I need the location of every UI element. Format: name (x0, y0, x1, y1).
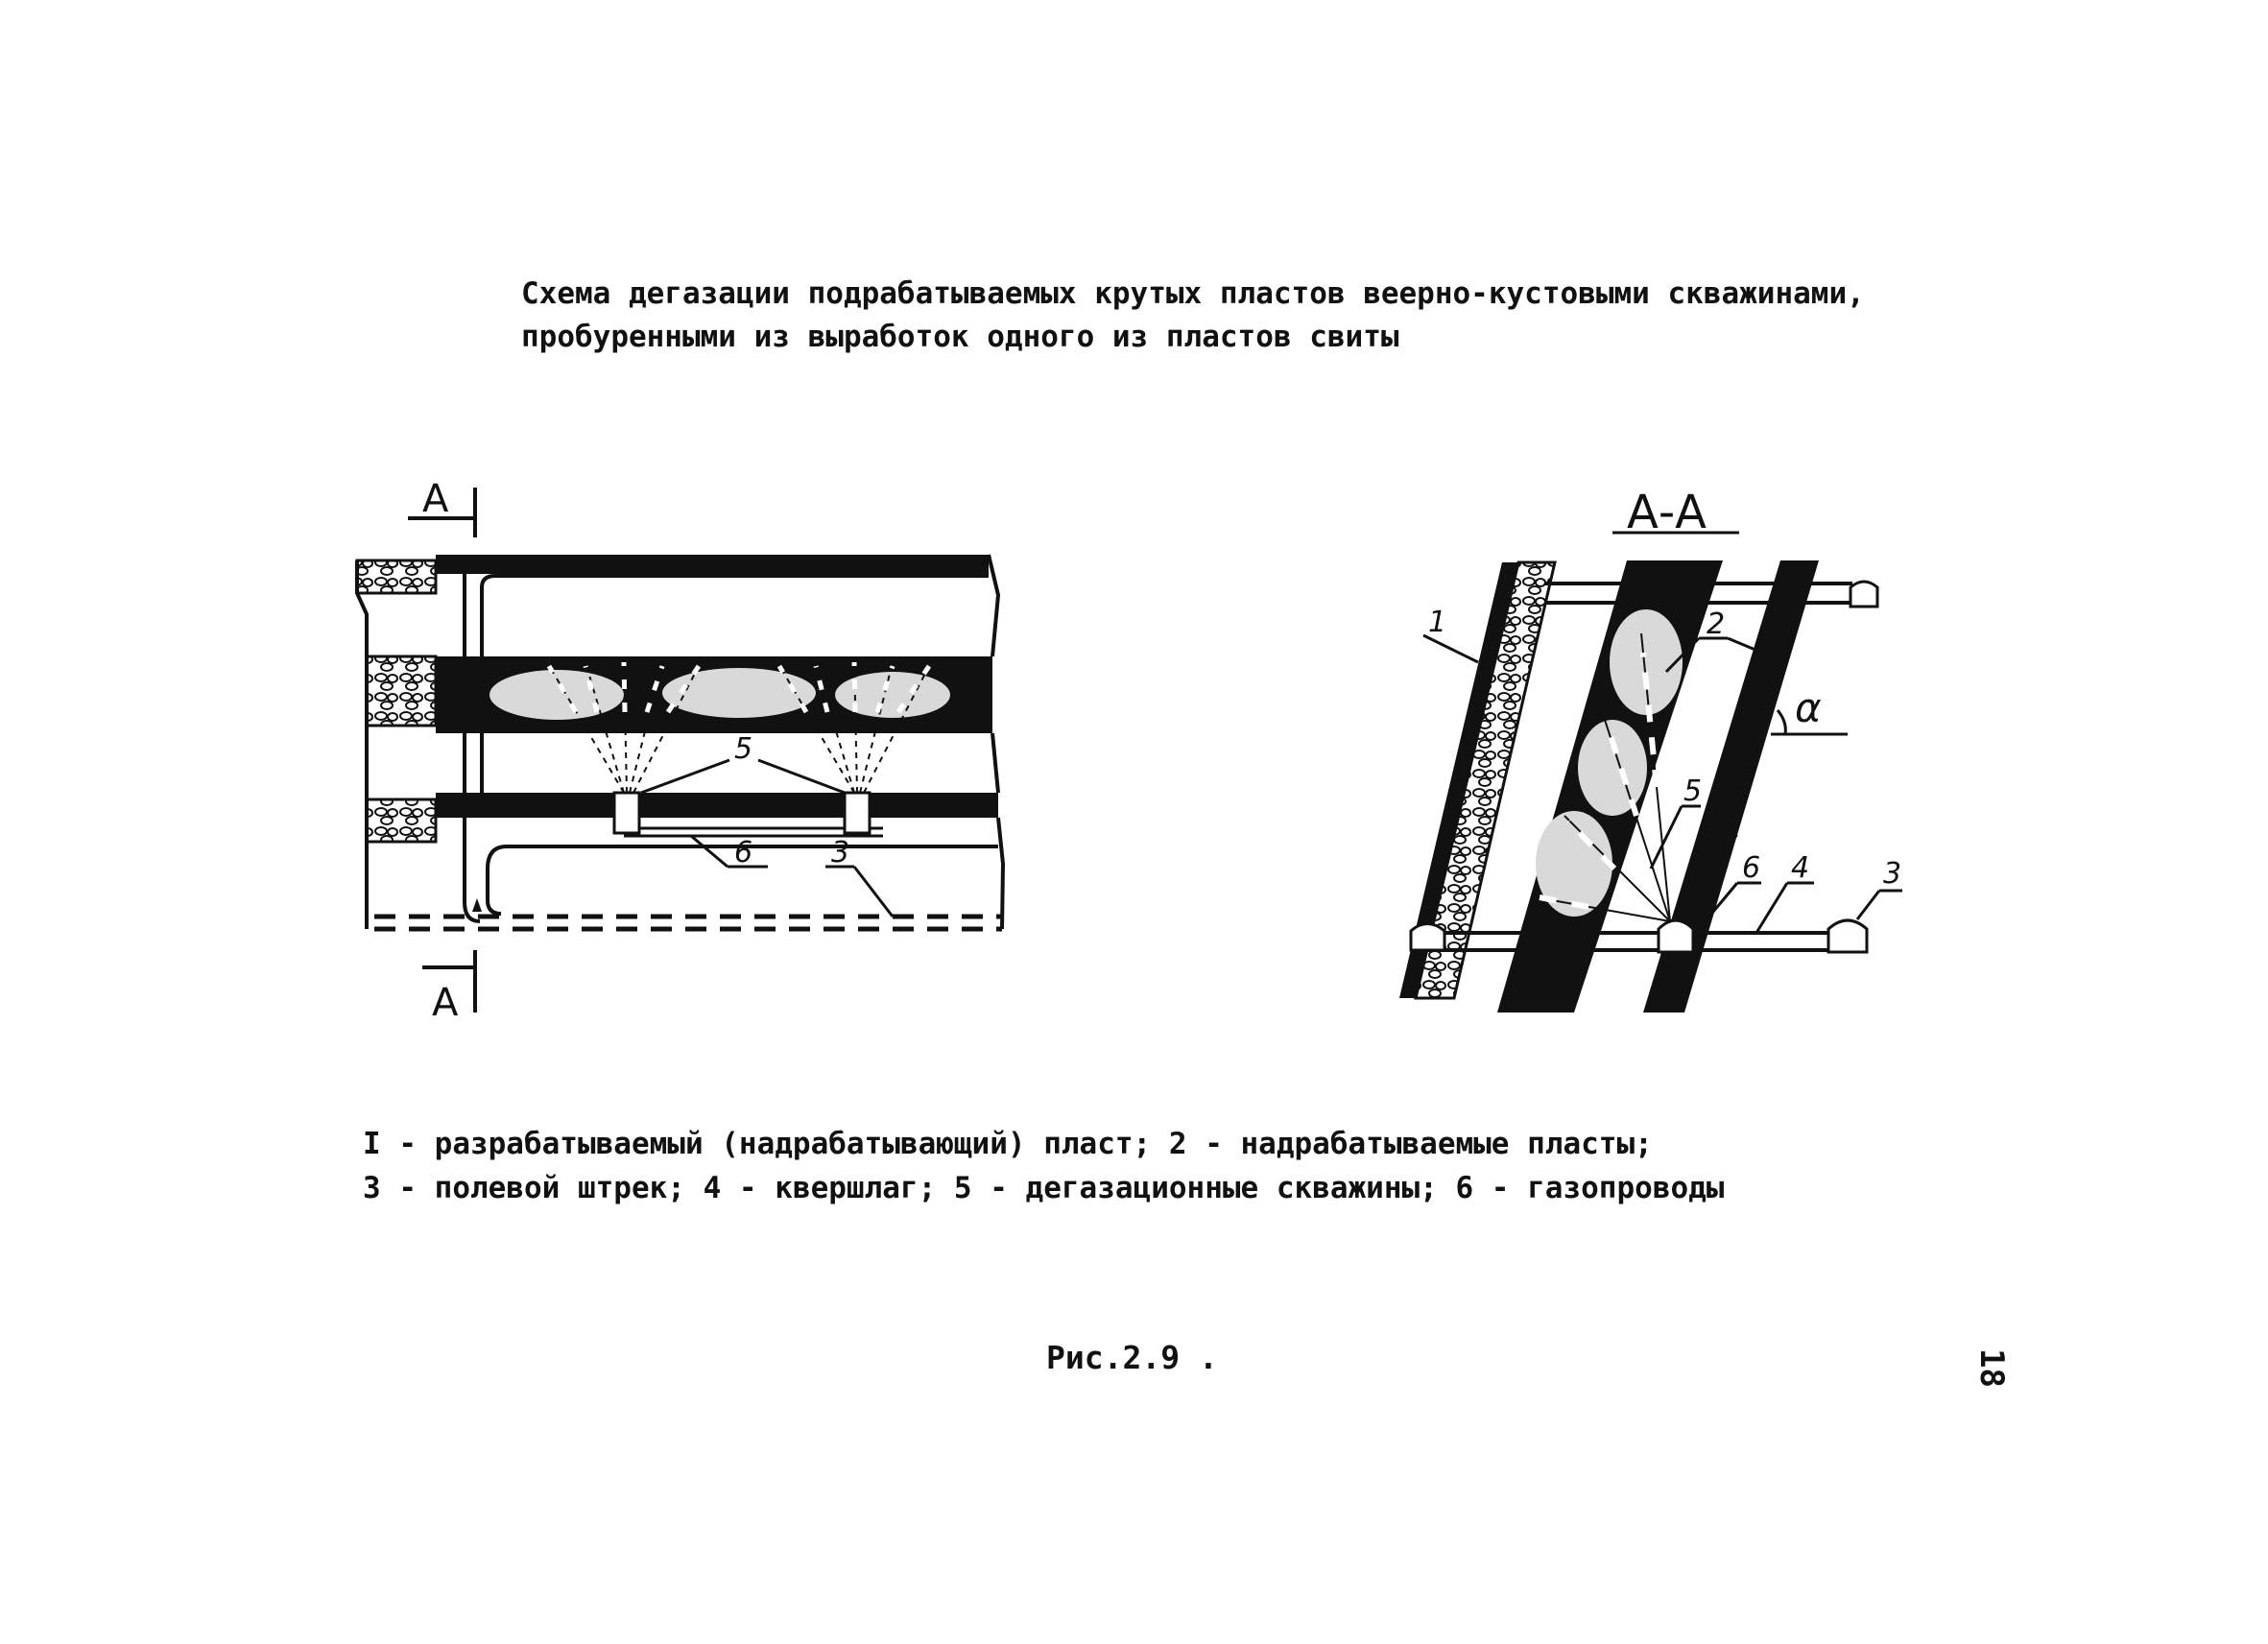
gas-zone-a2 (1578, 720, 1647, 816)
callout-3-leader (854, 867, 893, 917)
drill-chamber-1 (614, 793, 639, 833)
goaf-strip-middle (367, 656, 436, 726)
gas-zone-a1 (1610, 609, 1683, 715)
gas-zone-3 (835, 672, 950, 718)
gas-zone-1 (489, 670, 624, 720)
seam-lower (436, 793, 998, 818)
drill-chamber-2 (845, 793, 870, 833)
callout-5-leader-left (641, 760, 729, 793)
callout-1-section: 1 (1428, 606, 1447, 639)
section-title: А-А (1627, 486, 1707, 539)
incline-foot-marker (472, 898, 482, 912)
callout-4-section: 4 (1791, 851, 1810, 885)
section-view (1399, 486, 1902, 1013)
dip-angle-arc (1778, 710, 1785, 734)
legend-line-2: 3 - полевой штрек; 4 - квершлаг; 5 - дегазационные скважины; 6 - газопроводы (363, 1171, 1725, 1205)
callout-5-leader-right (758, 760, 845, 793)
section-mark-top: А (422, 477, 449, 521)
callout-3-leader (1857, 891, 1879, 919)
plan-left-border (357, 560, 367, 929)
callout-3-plan: 3 (831, 836, 850, 870)
callout-1-leader (1423, 635, 1478, 662)
figure-title-line-2: пробуренными из выработок одного из пластов свиты (521, 320, 1399, 354)
callout-5-section: 5 (1683, 774, 1703, 808)
callout-2-section: 2 (1707, 608, 1726, 641)
incline-outer (465, 574, 480, 921)
drill-chamber-section (1659, 920, 1693, 952)
figure-caption: Рис.2.9 . (1046, 1339, 1218, 1376)
callout-5-plan: 5 (734, 732, 753, 766)
callout-3-section: 3 (1883, 857, 1902, 891)
callout-5-leader (1651, 806, 1682, 869)
callout-6-leader (691, 836, 728, 867)
callout-6-plan: 6 (734, 836, 753, 870)
plan-right-border (989, 555, 1003, 929)
dip-angle-label: α (1795, 684, 1822, 731)
upper-drift-line (482, 576, 989, 587)
page-number: 18 (1972, 1348, 2011, 1388)
goaf-strip-bottom (367, 799, 436, 842)
seam-top (436, 555, 989, 574)
field-drift-profile (1828, 920, 1867, 952)
callout-4-leader (1756, 883, 1787, 933)
top-drift-profile (1850, 582, 1877, 607)
worked-seam-drift-profile (1411, 924, 1444, 951)
plan-view (357, 477, 1003, 1025)
figure-title-line-1: Схема дегазации подрабатываемых крутых пластов веерно-кустовыми скважинами, (521, 276, 1865, 311)
legend-line-1: I - разрабатываемый (надрабатывающий) пласт; 2 - надрабатываемые пласты; (363, 1127, 1653, 1161)
lower-loop (488, 869, 501, 914)
goaf-strip-top (357, 560, 436, 593)
callout-6-section: 6 (1742, 851, 1761, 885)
section-mark-bottom: А (432, 981, 459, 1025)
